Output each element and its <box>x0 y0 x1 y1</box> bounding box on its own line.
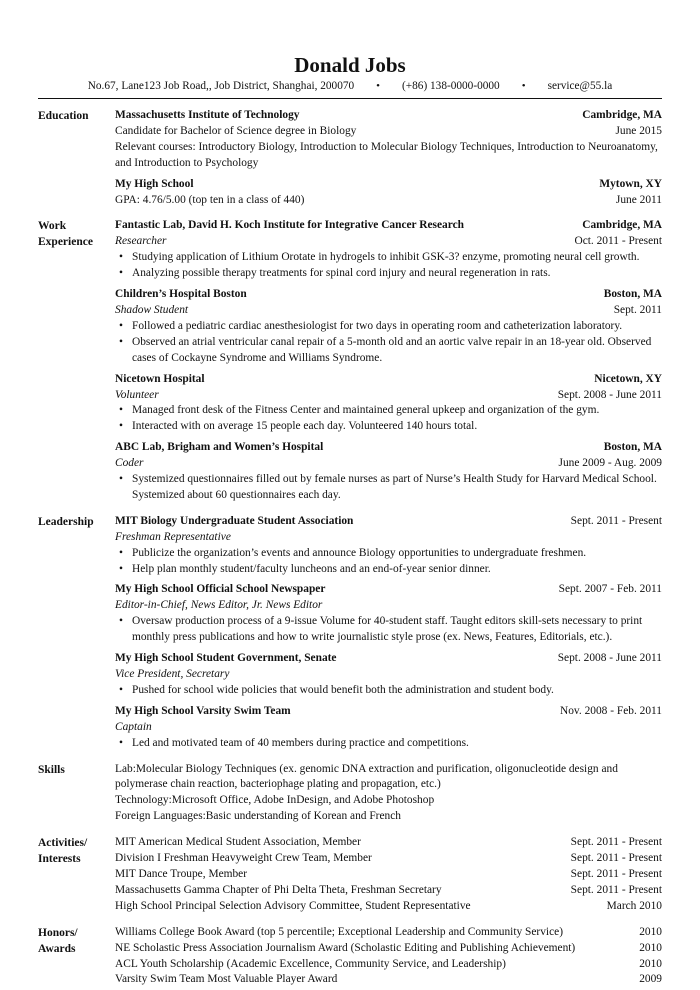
date: Sept. 2008 - June 2011 <box>557 388 662 401</box>
date: Nov. 2008 - Feb. 2011 <box>560 704 662 717</box>
contact-line <box>38 79 662 93</box>
institution: Massachusetts Institute of Technology <box>115 109 300 121</box>
honor-item: ACL Youth Scholarship (Academic Excellence, Community Service, and Leadership) 2010 <box>115 957 662 970</box>
organization: My High School Student Government, Senate <box>115 652 337 665</box>
location: Cambridge, MA <box>582 219 662 232</box>
honor-item: Varsity Swim Team Most Valuable Player Award 2009 <box>115 973 662 986</box>
role: Vice President, Secretary <box>115 668 230 680</box>
activity-item: Massachusetts Gamma Chapter of Phi Delta Theta, Freshman Secretary Sept. 2011 - Present <box>115 883 662 896</box>
location: Boston, MA <box>603 288 662 301</box>
date: Sept. 2011 - Present <box>570 514 662 527</box>
honors-section <box>38 925 662 989</box>
bullet-item: • Publicize the organization’s events and announce Biology opportunities to undergraduate freshmen. <box>119 546 587 559</box>
separator-dot: • <box>521 80 526 92</box>
organization: Fantastic Lab, David H. Koch Institute for Integrative Cancer Research <box>115 219 464 232</box>
date: June 2015 <box>615 124 662 137</box>
organization: ABC Lab, Brigham and Women’s Hospital <box>115 441 324 454</box>
gpa: GPA: 4.76/5.00 (top ten in a class of 440) <box>115 193 305 206</box>
institution: My High School <box>115 177 194 190</box>
bullet-item: • Help plan monthly student/faculty luncheons and an end-of-year senior dinner. <box>119 562 491 575</box>
work-entry <box>115 218 662 282</box>
section-label: Skills <box>38 763 65 776</box>
bullet-item: • Managed front desk of the Fitness Center and maintained general upkeep and organization of the gym. <box>119 404 600 417</box>
bullet-item: • Studying application of Lithium Orotate in hydrogels to inhibit GSK-3? enzyme, promoting neural cell growth. <box>119 251 640 264</box>
role: Coder <box>115 457 144 470</box>
address: No.67, Lane123 Job Road,, Job District, Shanghai, 200070 <box>87 80 355 92</box>
location: Boston, MA <box>603 441 662 454</box>
leadership-entry <box>115 514 662 578</box>
leadership-section <box>38 514 662 752</box>
location: Cambridge, MA <box>582 109 662 121</box>
section-label <box>38 925 115 989</box>
role: Shadow Student <box>115 303 189 316</box>
bullet-item: • Led and motivated team of 40 members during practice and competitions. <box>119 736 469 749</box>
honor-item: Williams College Book Award (top 5 percentile; Exceptional Leadership and Community Service) 2010 <box>115 925 662 938</box>
section-label-line: Work <box>38 220 67 233</box>
organization: MIT Biology Undergraduate Student Association <box>115 514 354 527</box>
courses: Relevant courses: Introductory Biology, Introduction to Molecular Biology Techniques, Introduction to Neuroanatomy, and Introduction to Psychology <box>115 140 658 169</box>
work-section <box>38 218 662 503</box>
candidate-name: Donald Jobs <box>294 53 406 77</box>
email: service@55.la <box>547 80 613 92</box>
work-entry <box>115 287 662 367</box>
organization: My High School Varsity Swim Team <box>115 704 291 717</box>
activity-item: High School Principal Selection Advisory Committee, Student Representative March 2010 <box>115 899 662 912</box>
date: Sept. 2008 - June 2011 <box>557 652 662 665</box>
date: Oct. 2011 - Present <box>574 235 662 248</box>
education-entry <box>115 108 662 172</box>
role: Freshman Representative <box>115 530 231 543</box>
organization: Nicetown Hospital <box>115 372 205 385</box>
education-entry <box>115 177 662 209</box>
location: Mytown, XY <box>599 177 662 190</box>
bullet-item: • Oversaw production process of a 9-issue Volume for 40-student staff. Taught editors skill-sets necessary to print monthly press publications and how to write journalistic style prose (ex. News, Features, Editorials, etc.). <box>119 615 643 644</box>
section-label-line: Interests <box>38 853 81 866</box>
role: Volunteer <box>115 388 159 401</box>
section-label <box>38 835 115 915</box>
section-label-line: Experience <box>38 236 93 249</box>
organization: My High School Official School Newspaper <box>115 583 326 596</box>
phone: (+86) 138-0000-0000 <box>402 80 500 92</box>
section-label-line: Activities/ <box>38 837 88 850</box>
skill-line: Technology:Microsoft Office, Adobe InDesign, and Adobe Photoshop <box>115 794 435 807</box>
activities-section <box>38 835 662 915</box>
activity-item: Division I Freshman Heavyweight Crew Team, Member Sept. 2011 - Present <box>115 852 662 865</box>
work-entry <box>115 372 662 436</box>
section-label: Education <box>38 110 89 122</box>
leadership-entry <box>115 704 662 752</box>
role: Editor-in-Chief, News Editor, Jr. News Editor <box>115 599 323 612</box>
activity-item: MIT Dance Troupe, Member Sept. 2011 - Present <box>115 867 662 880</box>
bullet-item: • Pushed for school wide policies that would benefit both the administration and student body. <box>119 683 554 696</box>
section-label-line: Honors/ <box>38 926 78 939</box>
role: Captain <box>115 720 152 733</box>
section-label <box>38 218 115 503</box>
leadership-entry <box>115 651 662 699</box>
location: Nicetown, XY <box>594 372 662 385</box>
bullet-item: • Interacted with on average 15 people each day. Volunteered 140 hours total. <box>119 420 478 433</box>
bullet-item: • Analyzing possible therapy treatments for spinal cord injury and neural regeneration in rats. <box>119 267 551 280</box>
leadership-entry <box>115 582 662 646</box>
skill-line: Foreign Languages:Basic understanding of Korean and French <box>115 810 401 823</box>
date: Sept. 2007 - Feb. 2011 <box>558 583 662 596</box>
work-entry <box>115 440 662 504</box>
organization: Children’s Hospital Boston <box>115 288 247 301</box>
section-label: Leadership <box>38 515 94 528</box>
date: June 2011 <box>615 193 662 206</box>
bullet-item: • Observed an atrial ventricular canal repair of a 5-month old and an aortic valve repair in an 18-year old. Observed cases of Cockayne Syndrome and Williams Syndrome. <box>119 335 652 364</box>
bullet-item: • Followed a pediatric cardiac anesthesiologist for two days in operating room and catheterization laboratory. <box>119 319 623 332</box>
honor-item: NE Scholastic Press Association Journalism Award (Scholastic Editing and Publishing Achievement) 2010 <box>115 941 662 954</box>
section-label-line: Awards <box>38 942 76 955</box>
activity-item: MIT American Medical Student Association, Member Sept. 2011 - Present <box>115 836 662 849</box>
degree: Candidate for Bachelor of Science degree in Biology <box>115 124 357 137</box>
date: June 2009 - Aug. 2009 <box>558 457 662 470</box>
role: Researcher <box>115 235 167 248</box>
header-divider <box>38 98 662 99</box>
bullet-item: • Systemized questionnaires filled out by female nurses as part of Nurse’s Health Study for Harvard Medical School. Systemized about 60 questionnaires each day. <box>119 473 657 501</box>
date: Sept. 2011 <box>613 303 662 316</box>
skill-line: Lab:Molecular Biology Techniques (ex. genomic DNA extraction and purification, oligonucleotide design and polymerase chain reaction, bacteriophage plating and propagation, etc.) <box>115 762 618 791</box>
education-section <box>38 108 662 208</box>
skills-section <box>38 762 662 826</box>
separator-dot: • <box>376 80 381 92</box>
